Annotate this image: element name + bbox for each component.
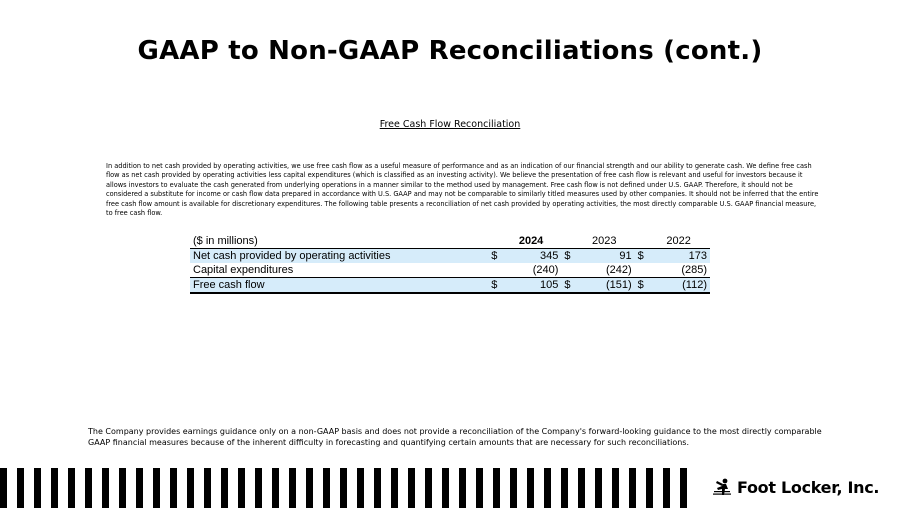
stripe (85, 468, 92, 508)
stripe (629, 468, 636, 508)
stripe (340, 468, 347, 508)
table-row (190, 249, 710, 264)
header-spacer (488, 234, 501, 249)
currency-symbol: $ (488, 249, 501, 264)
table-row (190, 278, 710, 294)
currency-symbol: $ (635, 249, 648, 264)
value-2023: 91 (574, 249, 635, 264)
currency-symbol: $ (561, 278, 574, 294)
currency-symbol (561, 263, 574, 278)
stripe (238, 468, 245, 508)
stripe (102, 468, 109, 508)
stripe (289, 468, 296, 508)
stripe (425, 468, 432, 508)
stripe (493, 468, 500, 508)
page-title: GAAP to Non-GAAP Reconciliations (cont.) (137, 36, 763, 66)
stripe (459, 468, 466, 508)
stripe (374, 468, 381, 508)
value-2024: 105 (501, 278, 562, 294)
stripe (663, 468, 670, 508)
currency-symbol: $ (635, 278, 648, 294)
stripe (34, 468, 41, 508)
company-logo (712, 474, 879, 500)
currency-symbol: $ (561, 249, 574, 264)
value-2022: 173 (647, 249, 710, 264)
row-label: Capital expenditures (190, 263, 488, 278)
stripe (408, 468, 415, 508)
guidance-footnote: The Company provides earnings guidance only on a non-GAAP basis and does not provide a reconciliation of the Company's forward-looking guidance to the most directly comparable GAAP financial measures because of the inherent difficulty in forecasting and quantifying certain amounts that are necessary for such reconciliations. (88, 427, 822, 447)
stripe (170, 468, 177, 508)
stripe (323, 468, 330, 508)
stripe (221, 468, 228, 508)
stripe (153, 468, 160, 508)
stripe (0, 468, 7, 508)
stripe (595, 468, 602, 508)
referee-icon (712, 478, 732, 496)
header-spacer (635, 234, 648, 249)
stripe (51, 468, 58, 508)
header-spacer (561, 234, 574, 249)
stripe (544, 468, 551, 508)
stripe (306, 468, 313, 508)
header-2022: 2022 (666, 235, 691, 247)
value-2024: (240) (501, 263, 562, 278)
row-label: Free cash flow (190, 278, 488, 294)
row-label: Net cash provided by operating activities (190, 249, 488, 264)
header-units: ($ in millions) (193, 235, 258, 247)
currency-symbol (488, 263, 501, 278)
free-cash-flow-table (190, 234, 710, 294)
stripe (187, 468, 194, 508)
currency-symbol: $ (488, 278, 501, 294)
description-paragraph: In addition to net cash provided by operating activities, we use free cash flow as a useful measure of performance and as an indication of our financial strength and our ability to generate cash. We define free cash flow as net cash provided by operating activities less capital expenditures (which is classified as an investing activity). We believe the presentation of free cash flow is relevant and useful for investors because it allows investors to evaluate the cash generated from underlying operations in a manner similar to the method used by management. Free cash flow is not defined under U.S. GAAP. Therefore, it should not be considered a substitute for income or cash flow data prepared in accordance with U.S. GAAP and may not be comparable to similarly titled measures used by other companies. It should not be inferred that the entire free cash flow amount is available for discretionary expenditures. The following table presents a reconciliation of net cash provided by operating activities, the most directly comparable U.S. GAAP financial measure, to free cash flow. (106, 162, 819, 218)
stripe (255, 468, 262, 508)
stripe (646, 468, 653, 508)
stripe (391, 468, 398, 508)
value-2024: 345 (501, 249, 562, 264)
stripe (612, 468, 619, 508)
value-2022: (285) (647, 263, 710, 278)
stripe (204, 468, 211, 508)
currency-symbol (635, 263, 648, 278)
table-header-row (190, 234, 710, 249)
stripe (119, 468, 126, 508)
table-row (190, 263, 710, 278)
stripe (17, 468, 24, 508)
stripe (357, 468, 364, 508)
stripe (561, 468, 568, 508)
stripe (442, 468, 449, 508)
stripe (272, 468, 279, 508)
stripe (680, 468, 687, 508)
logo-text: Foot Locker, Inc. (737, 477, 880, 497)
stripe (578, 468, 585, 508)
stripe-decoration (0, 468, 700, 508)
stripe (510, 468, 517, 508)
value-2023: (242) (574, 263, 635, 278)
stripe (68, 468, 75, 508)
value-2022: (112) (647, 278, 710, 294)
value-2023: (151) (574, 278, 635, 294)
stripe (476, 468, 483, 508)
header-2023: 2023 (592, 235, 617, 247)
section-subtitle: Free Cash Flow Reconciliation (379, 119, 521, 130)
header-2024: 2024 (518, 235, 544, 247)
stripe (136, 468, 143, 508)
stripe (527, 468, 534, 508)
